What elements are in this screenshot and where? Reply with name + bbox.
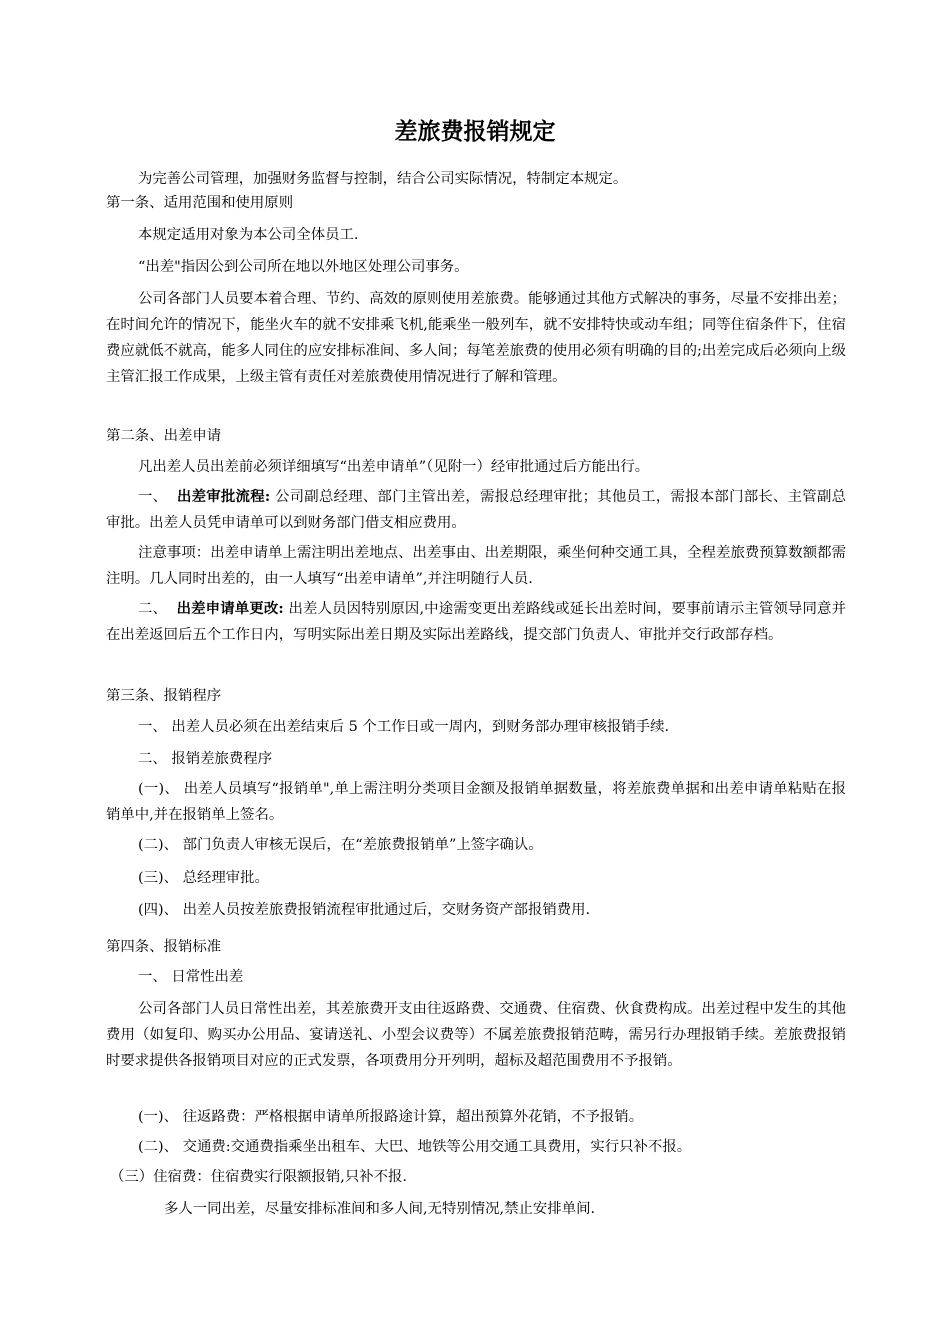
article-3-item-2: 二、 报销差旅费程序: [138, 751, 273, 767]
section-2-bold-label: 出差申请单更改:: [176, 600, 284, 617]
intro-paragraph: 为完善公司管理，加强财务监督与控制，结合公司实际情况，特制定本规定。: [138, 171, 628, 187]
article-1-heading: 第一条、适用范围和使用原则: [106, 195, 294, 211]
document-title: 差旅费报销规定: [394, 119, 556, 145]
section-2-number: 二、: [138, 601, 168, 617]
article-2-paragraph-1: 凡出差人员出差前必须详细填写“出差申请单”（见附一）经审批通过后方能出行。: [138, 459, 650, 475]
section-2-text: 出差人员因特别原因,中途需变更出差路线或延长出差时间，要事前请示主管领导同意并在出差返回后五个工作日内，写明实际出差日期及实际出差路线，提交部门负责人、审批并交行政部存档。: [106, 601, 846, 643]
article-3-sub-3: (三)、 总经理审批。: [138, 870, 269, 886]
article-4-item-1: 一、 日常性出差: [138, 969, 244, 985]
section-1-text: 公司副总经理、部门主管出差，需报总经理审批；其他员工，需报本部门部长、主管副总审批。出差人员凭申请单可以到财务部门借支相应费用。: [106, 489, 846, 531]
article-1-paragraph-3: 公司各部门人员要本着合理、节约、高效的原则使用差旅费。能够通过其他方式解决的事务，尽量不安排出差；在时间允许的情况下，能坐火车的就不安排乘飞机,能乘坐一般列车，就不安排特快或动车组；同等住宿条件下，住宿费应就低不就高，能多人同住的应安排标准间、多人间；每笔差旅费的使用必须有明确的目的;出差完成后必须向上级主管汇报工作成果，上级主管有责任对差旅费使用情况进行了解和管理。: [106, 291, 846, 385]
article-3-heading: 第三条、报销程序: [106, 688, 222, 704]
section-1-bold-label: 出差审批流程:: [176, 488, 271, 505]
article-4-sub-3: （三）住宿费：住宿费实行限额报销,只补不报.: [110, 1169, 407, 1185]
article-2-note: 注意事项：出差申请单上需注明出差地点、出差事由、出差期限，乘坐何种交通工具，全程差旅费预算数额都需注明。几人同时出差的，由一人填写“出差申请单”,并注明随行人员.: [106, 545, 846, 587]
article-4-heading: 第四条、报销标准: [106, 939, 222, 955]
article-4-sub-3-note: 多人一同出差，尽量安排标准间和多人间,无特别情况,禁止安排单间.: [164, 1201, 596, 1217]
article-2-section-2: [106, 596, 846, 648]
article-3-sub-2: (二)、 部门负责人审核无误后，在“差旅费报销单”上签字确认。: [138, 837, 543, 853]
article-1-paragraph-2: “出差"指因公到公司所在地以外地区处理公司事务。: [138, 259, 469, 275]
article-4-sub-2: (二)、 交通费:交通费指乘坐出租车、大巴、地铁等公用交通工具费用，实行只补不报。: [138, 1139, 692, 1155]
article-4-sub-1: (一)、 往返路费：严格根据申请单所报路途计算，超出预算外花销，不予报销。: [138, 1109, 644, 1125]
article-3-sub-1: (一)、 出差人员填写“报销单",单上需注明分类项目金额及报销单据数量，将差旅费单据和出差申请单粘贴在报销单中,并在报销单上签名。: [106, 781, 846, 823]
article-1-paragraph-1: 本规定适用对象为本公司全体员工.: [138, 227, 359, 243]
article-3-item-1: 一、 出差人员必须在出差结束后 5 个工作日或一周内，到财务部办理审核报销手续.: [138, 719, 670, 735]
article-2-section-1: [106, 484, 846, 536]
section-1-number: 一、: [138, 489, 168, 505]
article-3-sub-4: (四)、 出差人员按差旅费报销流程审批通过后，交财务资产部报销费用.: [138, 902, 591, 918]
article-4-paragraph-1: 公司各部门人员日常性出差，其差旅费开支由往返路费、交通费、住宿费、伙食费构成。出差过程中发生的其他费用（如复印、购买办公用品、宴请送礼、小型会议费等）不属差旅费报销范畴，需另行办理报销手续。差旅费报销时要求提供各报销项目对应的正式发票，各项费用分开列明，超标及超范围费用不予报销。: [106, 1001, 846, 1069]
article-2-heading: 第二条、出差申请: [106, 428, 222, 444]
